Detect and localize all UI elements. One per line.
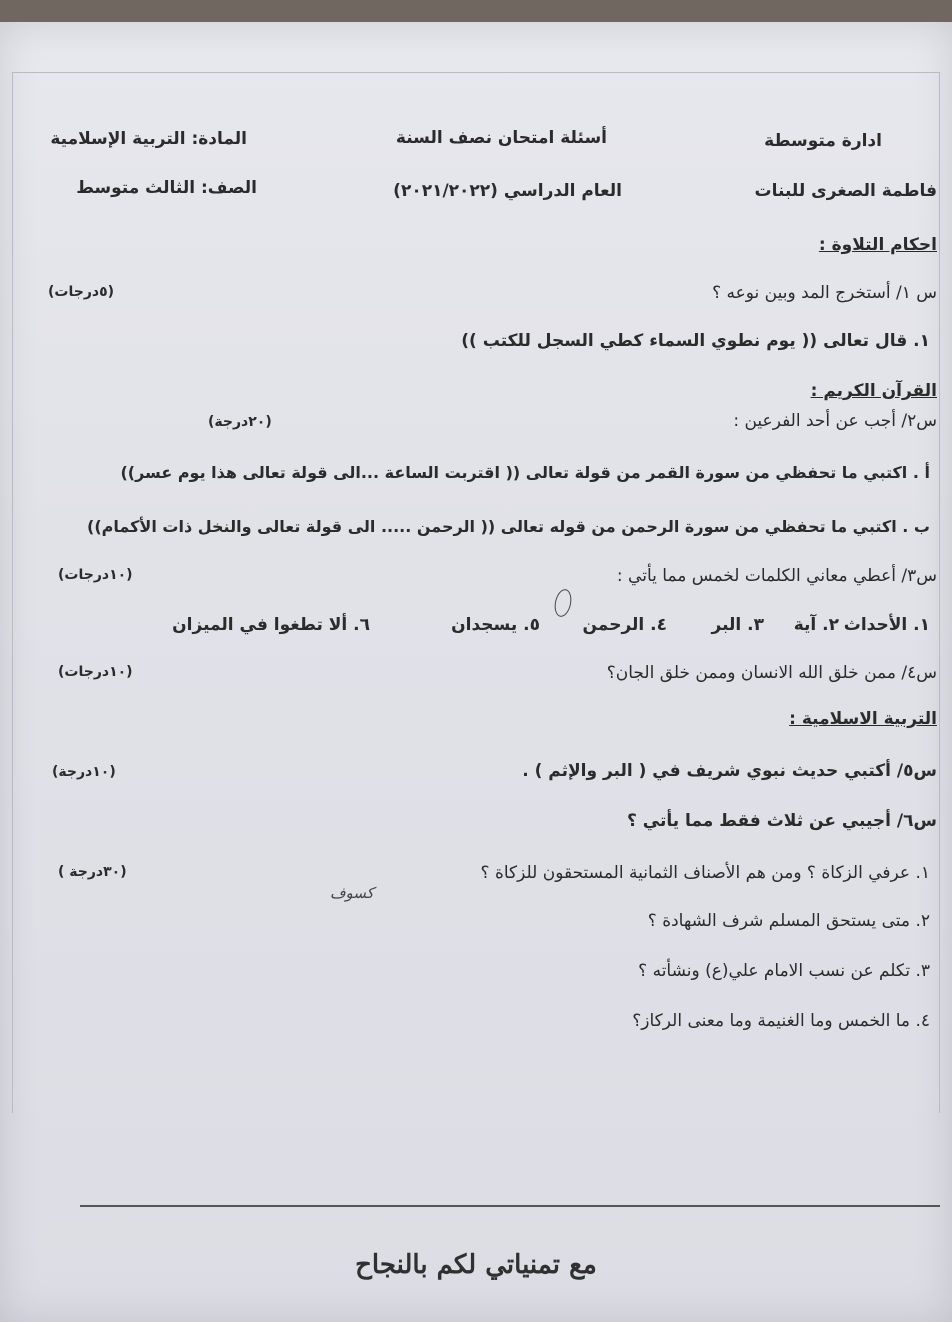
academic-year: العام الدراسي (٢٠٢١/٢٠٢٢) bbox=[393, 181, 622, 201]
word-4: ٤. الرحمن bbox=[582, 615, 667, 635]
section-tajweed: احكام التلاوة : bbox=[818, 235, 937, 255]
question-3-mark: (١٠درجات) bbox=[58, 567, 133, 583]
question-2-a: أ . اكتبي ما تحفظي من سورة القمر من قولة تعالى (( اقتربت الساعة ...الى قولة تعالى هذا يوم عسر)) bbox=[120, 463, 930, 482]
question-4: س٤/ ممن خلق الله الانسان وممن خلق الجان؟ bbox=[606, 663, 937, 683]
question-5-mark: (١٠درجة) bbox=[52, 764, 116, 780]
question-2-mark: (٢٠درجة) bbox=[208, 414, 272, 430]
question-6-item-2: ٢. متى يستحق المسلم شرف الشهادة ؟ bbox=[647, 911, 930, 931]
question-5: س٥/ أكتبي حديث نبوي شريف في ( البر والإثم ) . bbox=[522, 761, 937, 781]
word-6: ٦. ألا تطغوا في الميزان bbox=[172, 615, 370, 635]
school-admin: ادارة متوسطة bbox=[764, 131, 882, 151]
question-6: س٦/ أجيبي عن ثلاث فقط مما يأتي ؟ bbox=[626, 811, 937, 831]
question-4-mark: (١٠درجات) bbox=[58, 664, 133, 680]
question-2-b: ب . اكتبي ما تحفظي من سورة الرحمن من قوله تعالى (( الرحمن ..... الى قولة تعالى والنخل ذات الأكمام)) bbox=[87, 517, 930, 536]
word-2: ٢. آية bbox=[793, 615, 839, 635]
question-6-item-4: ٤. ما الخمس وما الغنيمة وما معنى الركاز؟ bbox=[632, 1011, 930, 1031]
page-frame bbox=[12, 72, 940, 1113]
question-2: س٢/ أجب عن أحد الفرعين : bbox=[733, 411, 937, 431]
word-5: ٥. يسجدان bbox=[451, 615, 540, 635]
footer-wishes: مع تمنياتي لكم بالنجاح bbox=[355, 1250, 597, 1280]
question-6-item-1: ١. عرفي الزكاة ؟ ومن هم الأصناف الثمانية المستحقون للزكاة ؟ bbox=[480, 863, 930, 883]
question-6-item-3: ٣. تكلم عن نسب الامام علي(ع) ونشأته ؟ bbox=[638, 961, 930, 981]
footer-divider bbox=[80, 1205, 940, 1207]
class-level: الصف: الثالث متوسط bbox=[76, 178, 257, 198]
section-quran: القرآن الكريم : bbox=[810, 381, 937, 401]
exam-paper bbox=[0, 22, 952, 1322]
handwritten-note: كسوف bbox=[330, 884, 374, 902]
word-3: ٣. البر bbox=[711, 615, 764, 635]
question-1-mark: (٥درجات) bbox=[48, 284, 115, 300]
question-3: س٣/ أعطي معاني الكلمات لخمس مما يأتي : bbox=[616, 566, 937, 586]
word-1: ١. الأحداث bbox=[843, 615, 930, 635]
question-1: س ١/ أستخرج المد وبين نوعه ؟ bbox=[712, 283, 937, 303]
section-islamic: التربية الاسلامية : bbox=[789, 709, 937, 729]
question-6-mark: (٣٠درجة ) bbox=[58, 864, 127, 880]
school-name: فاطمة الصغرى للبنات bbox=[754, 181, 937, 201]
subject: المادة: التربية الإسلامية bbox=[50, 129, 247, 149]
exam-title: أسئلة امتحان نصف السنة bbox=[395, 128, 607, 148]
question-1-verse: ١. قال تعالى (( يوم نطوي السماء كطي السجل للكتب )) bbox=[461, 331, 930, 351]
